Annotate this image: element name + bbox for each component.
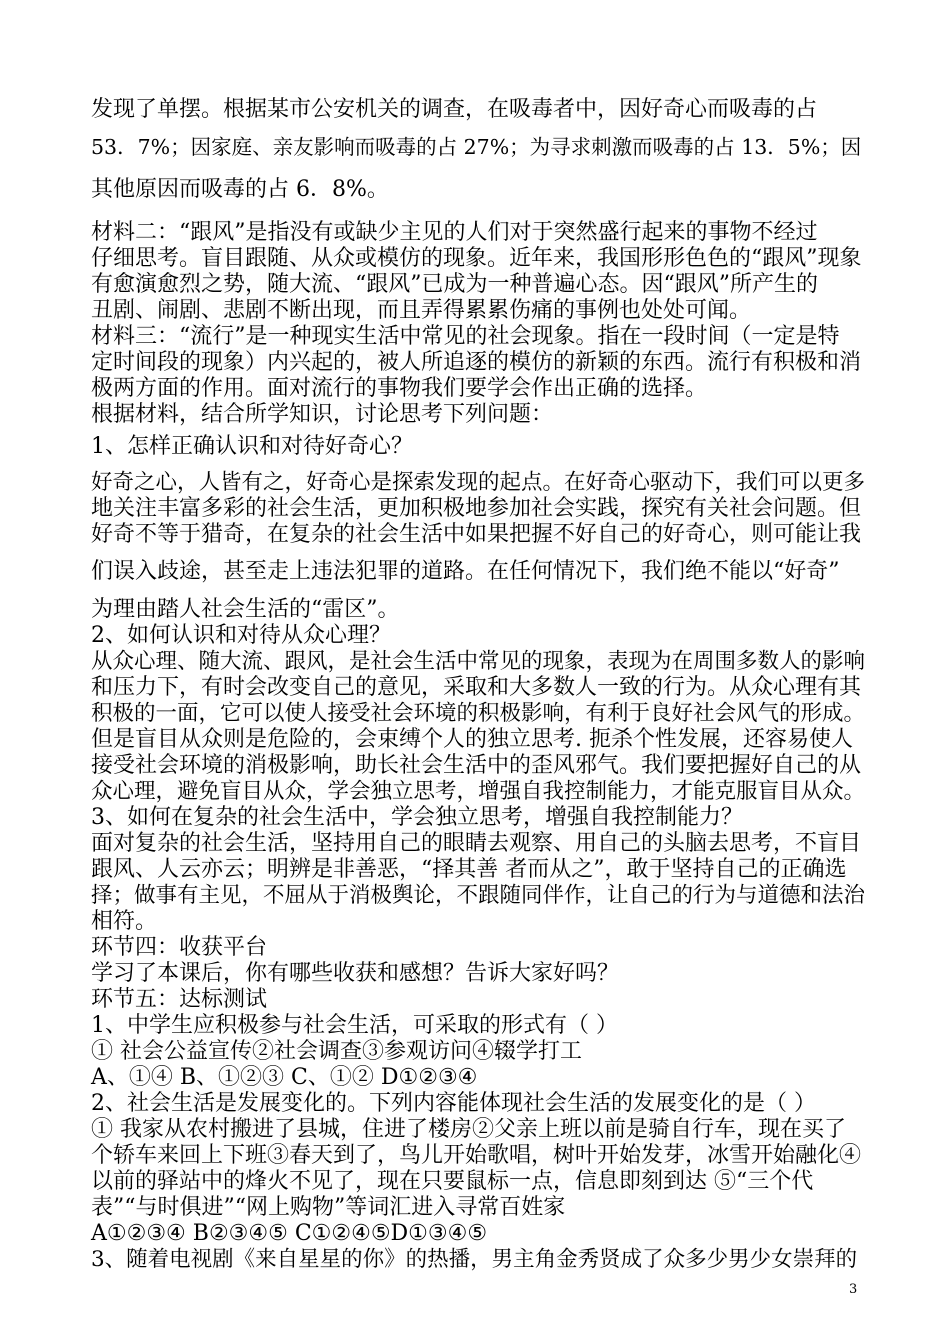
question-1: 1、中学生应积极参与社会生活，可采取的形式有（ ） bbox=[91, 1013, 618, 1038]
question-3: 3、随着电视剧《来自星星的你》的热播，男主角金秀贤成了众多少男少女崇拜的 bbox=[91, 1247, 858, 1272]
text-line-13: 好奇之心，人皆有之，好奇心是探索发现的起点。在好奇心驱动下，我们可以更多 bbox=[91, 470, 866, 495]
question-2-items-2: 个轿车来回上下班③春天到了，鸟儿开始歌唱，树叶开始发芽，冰雪开始融化④ bbox=[91, 1143, 862, 1168]
text-line-25: 3、如何在复杂的社会生活中，学会独立思考，增强自我控制能力？ bbox=[91, 805, 743, 830]
question-2-options: A①②③④ B②③④⑤ C①②④⑤D①③④⑤ bbox=[91, 1221, 488, 1246]
text-line-6: 有愈演愈烈之势，随大流、“跟风”已成为一种普遍心态。因“跟风”所产生的 bbox=[91, 272, 818, 297]
section-heading-test: 环节五：达标测试 bbox=[91, 987, 268, 1012]
text-line-24: 众心理，避免盲目从众，学会独立思考，增强自我控制能力，才能克服盲目从众。 bbox=[91, 779, 866, 804]
text-line-4: 材料二：“跟风”是指没有或缺少主见的人们对于突然盛行起来的事物不经过 bbox=[91, 220, 818, 245]
text-line-11: 根据材料，结合所学知识，讨论思考下列问题： bbox=[91, 402, 554, 427]
document-page bbox=[91, 0, 871, 1344]
text-line-29: 相符。 bbox=[91, 909, 158, 934]
text-line-2: 53．7%；因家庭、亲友影响而吸毒的占 27%；为寻求刺激而吸毒的占 13．5%；因 bbox=[91, 135, 862, 159]
text-line-1: 发现了单摆。根据某市公安机关的调查，在吸毒者中，因好奇心而吸毒的占 bbox=[91, 97, 818, 122]
text-line-14: 地关注丰富多彩的社会生活，更加积极地参加社会实践，探究有关社会问题。但 bbox=[91, 496, 862, 521]
text-line-23: 接受社会环境的消极影响，助长社会生活中的歪风邪气。我们要把握好自己的从 bbox=[91, 753, 862, 778]
text-line-18: 2、如何认识和对待从众心理？ bbox=[91, 623, 391, 648]
text-line-20: 和压力下，有时会改变自己的意见，采取和大多数人一致的行为。从众心理有其 bbox=[91, 675, 862, 700]
text-line-12: 1、怎样正确认识和对待好奇心？ bbox=[91, 434, 413, 459]
text-line-17: 为理由踏人社会生活的“雷区”。 bbox=[91, 597, 400, 622]
text-line-31: 学习了本课后，你有哪些收获和感想？告诉大家好吗？ bbox=[91, 961, 620, 986]
text-line-7: 丑剧、闹剧、悲剧不断出现，而且弄得累累伤痛的事例也处处可闻。 bbox=[91, 298, 752, 323]
text-line-8: 材料三：“流行”是一种现实生活中常见的社会现象。指在一段时间（一定是特 bbox=[91, 324, 840, 349]
text-line-27: 跟风、人云亦云；明辨是非善恶，“择其善 者而从之”，敢于坚持自己的正确选 bbox=[91, 857, 847, 882]
text-line-10: 极两方面的作用。面对流行的事物我们要学会作出正确的选择。 bbox=[91, 376, 708, 401]
text-line-22: 但是盲目从众则是危险的，会束缚个人的独立思考. 扼杀个性发展，还容易使人 bbox=[91, 727, 853, 752]
text-line-5: 仔细思考。盲目跟随、从众或模仿的现象。近年来，我国形形色色的“跟风”现象 bbox=[91, 246, 862, 271]
question-2-items-3: 以前的驿站中的烽火不见了，现在只要鼠标一点，信息即刻到达 ⑤“三个代 bbox=[91, 1169, 814, 1194]
text-line-26: 面对复杂的社会生活，坚持用自己的眼睛去观察、用自己的头脑去思考，不盲目 bbox=[91, 831, 862, 856]
text-line-28: 择；做事有主见，不屈从于消极舆论，不跟随同伴作，让自己的行为与道德和法治 bbox=[91, 883, 866, 908]
question-2: 2、社会生活是发展变化的。下列内容能体现社会生活的发展变化的是（ ） bbox=[91, 1091, 816, 1116]
text-line-21: 积极的一面，它可以使人接受社会环境的积极影响，有利于良好社会风气的形成。 bbox=[91, 701, 866, 726]
question-1-options: A、①④ B、①②③ C、①② D①②③④ bbox=[91, 1065, 478, 1090]
question-2-items-1: ① 我家从农村搬进了县城，住进了楼房②父亲上班以前是骑自行车，现在买了 bbox=[91, 1117, 846, 1142]
text-line-9: 定时间段的现象）内兴起的，被人所追逐的模仿的新颖的东西。流行有积极和消 bbox=[91, 350, 862, 375]
text-line-15: 好奇不等于猎奇，在复杂的社会生活中如果把握不好自己的好奇心，则可能让我 bbox=[91, 522, 862, 547]
question-2-items-4: 表”“与时俱进”“网上购物”等词汇进入寻常百姓家 bbox=[91, 1195, 566, 1220]
text-line-3: 其他原因而吸毒的占 6．8%。 bbox=[91, 177, 389, 202]
text-line-16: 们误入歧途，甚至走上违法犯罪的道路。在任何情况下，我们绝不能以“好奇” bbox=[91, 559, 840, 584]
page-number: 3 bbox=[849, 1282, 858, 1297]
section-heading-harvest: 环节四：收获平台 bbox=[91, 935, 268, 960]
question-1-items: ① 社会公益宣传②社会调查③参观访问④辍学打工 bbox=[91, 1039, 582, 1064]
text-line-19: 从众心理、随大流、跟风，是社会生活中常见的现象，表现为在周围多数人的影响 bbox=[91, 649, 866, 674]
